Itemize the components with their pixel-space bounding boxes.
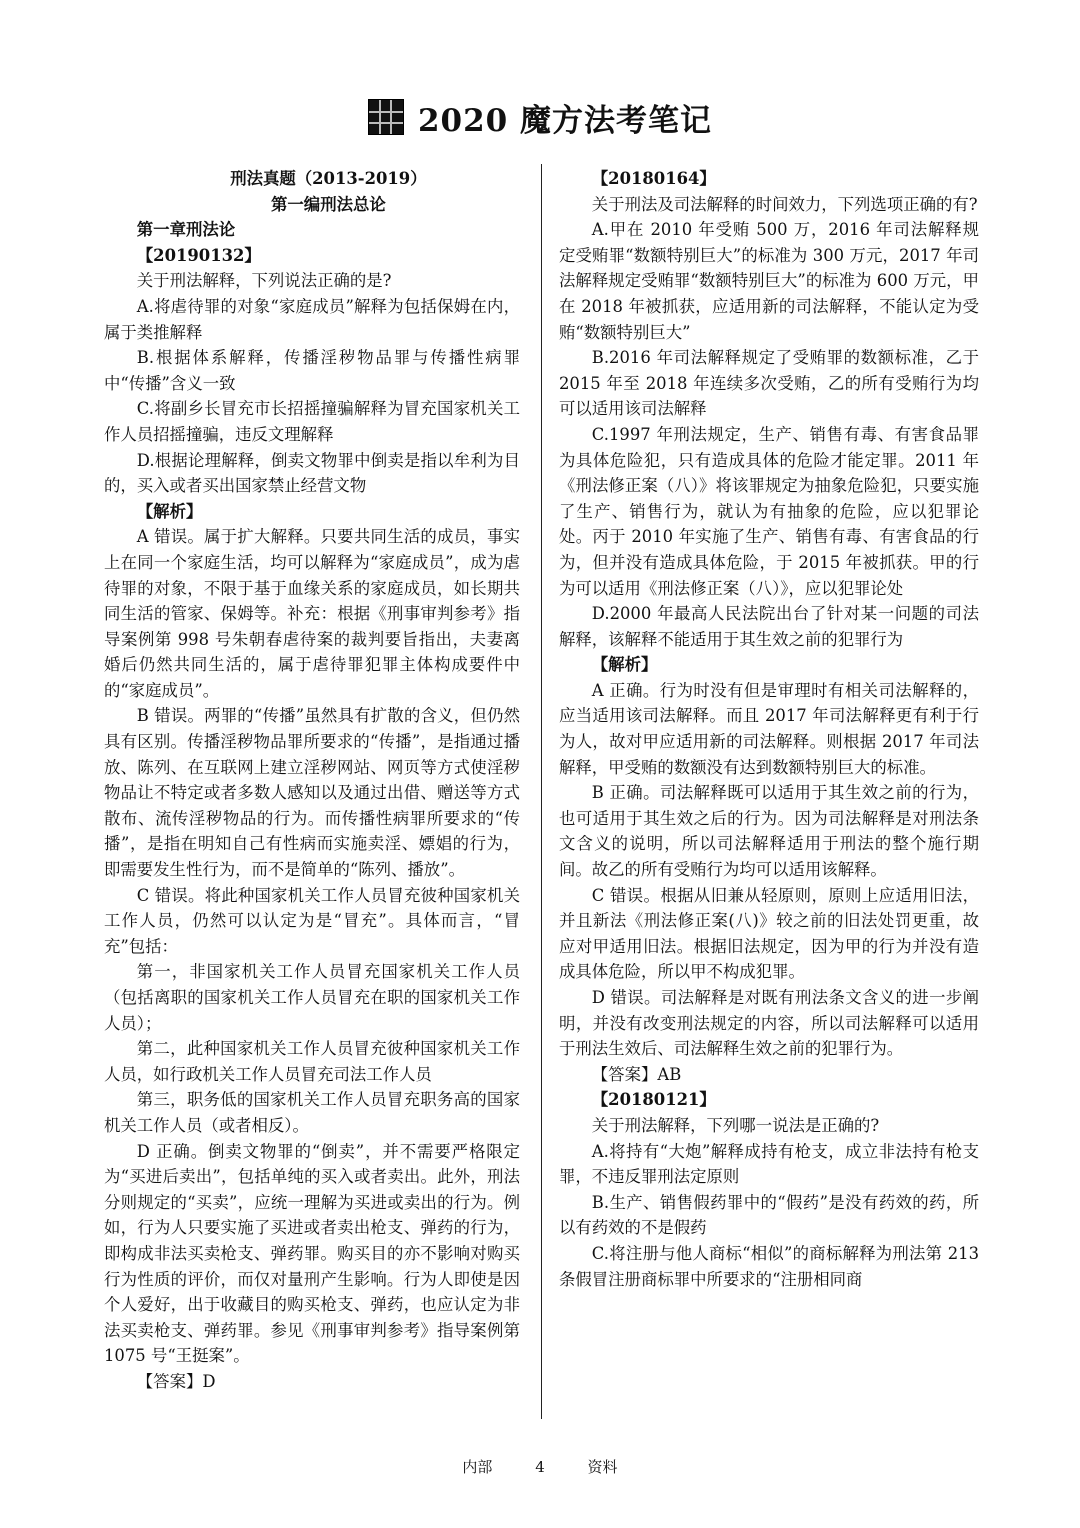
paragraph: A 错误。属于扩大解释。只要共同生活的成员，事实上在同一个家庭生活，均可以解释为“家庭成员”，成为虐待罪的对象，不限于基于血缘关系的家庭成员，如长期共同生活的管家、保姆等。补充：根据《刑事审判参考》指导案例第 998 号朱朝春虐待案的裁判要旨指出，夫妻离婚后仍然共同生活的，属于虐待罪犯罪主体构成要件中的“家庭成员”。 [104, 527, 520, 700]
paragraph: C 错误。将此种国家机关工作人员冒充彼种国家机关工作人员，仍然可以认定为是“冒充”。具体而言，“冒充”包括： [104, 885, 520, 956]
paragraph: 【20180164】 [591, 169, 716, 188]
part-title: 第一编刑法总论 [271, 194, 386, 214]
paragraph: 关于刑法及司法解释的时间效力，下列选项正确的有? [591, 194, 978, 214]
paragraph: B.2016 年司法解释规定了受贿罪的数额标准，乙于 2015 年至 2018 年连续多次受贿，乙的所有受贿行为均可以适用该司法解释 [559, 348, 979, 419]
footer-left-label: 内部 [462, 1458, 493, 1476]
page-footer [0, 1456, 1080, 1477]
right-column [559, 166, 979, 1292]
paragraph: A.将持有“大炮”解释成持有枪支，成立非法持有枪支罪，不违反罪刑法定原则 [559, 1141, 979, 1187]
paragraph: B 错误。两罪的“传播”虽然具有扩散的含义，但仍然具有区别。传播淫秽物品罪所要求的“传播”，是指通过播放、陈列、在互联网上建立淫秽网站、网页等方式使淫秽物品让不特定或者多数人感知以及通过出借、赠送等方式散布、流传淫秽物品的行为。而传播性病罪所要求的“传播”，是指在明知自己有性病而实施卖淫、嫖娼的行为，即需要发生性行为，而不是简单的“陈列、播放”。 [104, 706, 520, 880]
paragraph: D.2000 年最高人民法院出台了针对某一问题的司法解释，该解释不能适用于其生效之前的犯罪行为 [559, 604, 979, 649]
paragraph: 【20190132】 [136, 245, 261, 265]
paragraph: B 正确。司法解释既可以适用于其生效之前的行为，也可适用于其生效之后的行为。因为司法解释是对刑法条文含义的说明，所以司法解释适用于刑法的整个施行期间。故乙的所有受贿行为均可以适用该解释。 [559, 783, 979, 880]
paragraph: D.根据论理解释，倒卖文物罪中倒卖是指以牟利为目的，买入或者买出国家禁止经营文物 [104, 450, 520, 496]
page-title: 2020 魔方法考笔记 [417, 102, 713, 139]
paragraph: D 错误。司法解释是对既有刑法条文含义的进一步阐明，并没有改变刑法规定的内容，所以司法解释可以适用于刑法生效后、司法解释生效之前的犯罪行为。 [559, 988, 979, 1059]
paragraph: C.1997 年刑法规定，生产、销售有毒、有害食品罪为具体危险犯，只有造成具体的危险才能定罪。2011 年《刑法修正案（八）》将该罪规定为抽象危险犯，只要实施了生产、销售行为，就认为有抽象的危险，应以犯罪论处。丙于 2010 年实施了生产、销售有毒、有害食品的行为，但并没有造成具体危险，于 2015 年被抓获。甲的行为可以适用《刑法修正案（八）》，应以犯罪论处 [559, 424, 979, 598]
right-paragraphs [559, 166, 979, 1292]
paragraph: 【答案】AB [591, 1064, 682, 1084]
cube-logo-icon [368, 99, 404, 135]
paragraph: 【20180121】 [591, 1090, 716, 1110]
paragraph: A 正确。行为时没有但是审理时有相关司法解释的，应当适用该司法解释。而且 2017 年司法解释更有利于行为人，故对甲应适用新的司法解释。则根据 2017 年司法解释，甲受贿的数额没有达到数额特别巨大的标准。 [559, 680, 979, 777]
paragraph: 【解析】 [591, 655, 658, 675]
paragraph: D 正确。倒卖文物罪的“倒卖”，并不需要严格限定为“买进后卖出”，包括单纯的买入或者卖出。此外，刑法分则规定的“买卖”，应统一理解为买进或卖出的行为。例如，行为人只要实施了买进或者卖出枪支、弹药的行为，即构成非法买卖枪支、弹药罪。购买目的亦不影响对购买行为性质的评价，而仅对量刑产生影响。行为人即使是因个人爱好，出于收藏目的购买枪支、弹药，也应认定为非法买卖枪支、弹药罪。参见《刑事审判参考》指导案例第 1075 号“王挺案”。 [104, 1141, 520, 1366]
paragraph: 【解析】 [136, 501, 203, 521]
paragraph: 第二，此种国家机关工作人员冒充彼种国家机关工作人员，如行政机关工作人员冒充司法工作人员 [104, 1039, 520, 1084]
paragraph: B.根据体系解释，传播淫秽物品罪与传播性病罪中“传播”含义一致 [104, 348, 520, 393]
paragraph: A.将虐待罪的对象“家庭成员”解释为包括保姆在内，属于类推解释 [104, 296, 520, 342]
paragraph: 第一，非国家机关工作人员冒充国家机关工作人员（包括离职的国家机关工作人员冒充在职的国家机关工作人员）； [104, 962, 520, 1033]
paragraph: 第三，职务低的国家机关工作人员冒充职务高的国家机关工作人员（或者相反）。 [104, 1090, 520, 1135]
paragraph: B.生产、销售假药罪中的“假药”是没有药效的药，所以有药效的不是假药 [559, 1192, 979, 1238]
paragraph: C 错误。根据从旧兼从轻原则，原则上应适用旧法，并且新法《刑法修正案(八)》较之前的旧法处罚更重，故应对甲适用旧法。根据旧法规定，因为甲的行为并没有造成具体危险，所以甲不构成犯罪。 [559, 885, 979, 982]
left-paragraphs [104, 243, 520, 1395]
left-column [104, 166, 520, 1395]
paragraph: C.将副乡长冒充市长招摇撞骗解释为冒充国家机关工作人员招摇撞骗，违反文理解释 [104, 399, 520, 444]
paragraph: 【答案】D [136, 1371, 216, 1391]
paragraph: 关于刑法解释，下列说法正确的是? [136, 271, 392, 291]
chapter-title: 第一章刑法论 [136, 220, 236, 240]
paragraph: 关于刑法解释，下列哪一说法是正确的? [591, 1115, 880, 1135]
column-divider [541, 164, 542, 1419]
footer-right-label: 资料 [587, 1458, 618, 1476]
paragraph: C.将注册与他人商标“相似”的商标解释为刑法第 213 条假冒注册商标罪中所要求的“注册相同商 [559, 1243, 979, 1289]
paragraph: A.甲在 2010 年受贿 500 万，2016 年司法解释规定受贿罪“数额特别巨大”的标准为 300 万元，2017 年司法解释规定受贿罪“数额特别巨大”的标准为 600 万元，甲在 2018 年被抓获，应适用新的司法解释，不能认定为受贿“数额特别巨大” [559, 220, 979, 342]
page-number: 4 [535, 1458, 545, 1476]
section-title: 刑法真题（2013-2019） [230, 169, 427, 188]
page-header [0, 92, 1080, 142]
